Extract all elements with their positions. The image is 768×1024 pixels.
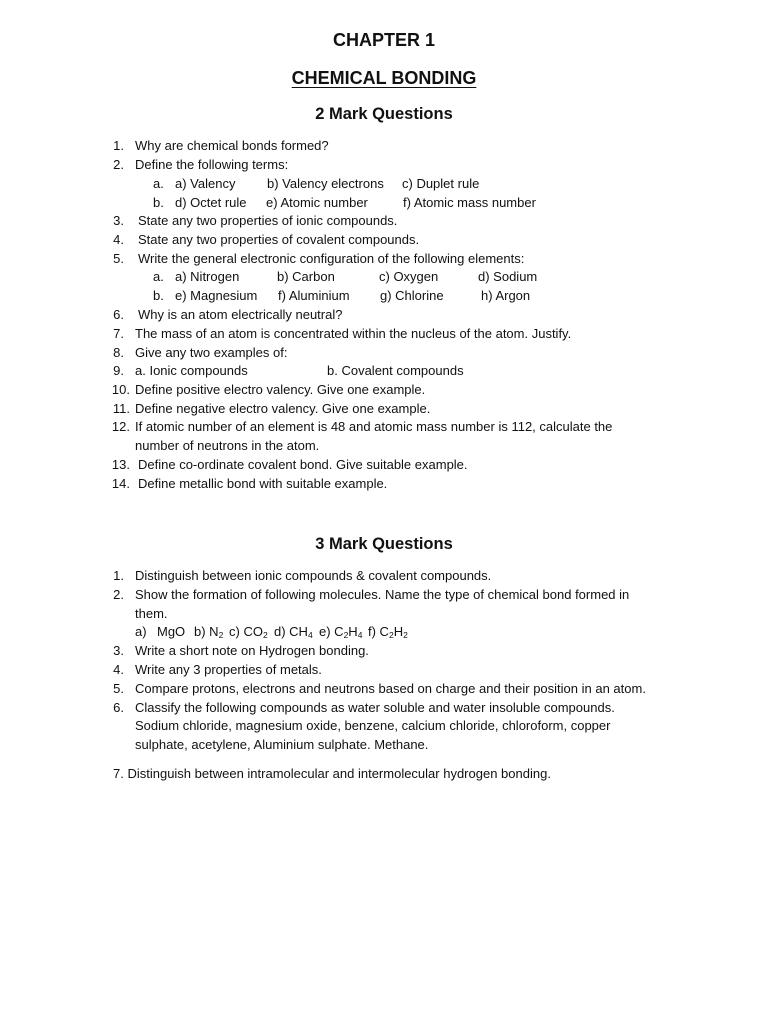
molecule-ch4: d) $CH_4$ — [274, 624, 313, 640]
section-heading-2-mark: 2 Mark Questions — [315, 105, 453, 123]
document-page: CHAPTER 1 CHEMICAL BONDING 2 Mark Questions 1. Why are chemical bonds formed? 2. Define the following terms: a. a) Valency b) Valency electrons c) Duplet rule b. d) Octet rule e) Atomic number f) Atomic mass number 3. State any two properties of ionic compounds. 4. State any two properties of covalent compounds. 5. Write the general electronic configuration of the following elements: a. a) Nitrogen b) Carbon c) Oxygen d) Sodium b. e) Magnesium f) Aluminium g) Chlorine h) Argon 6. Why is an atom electrically neutral? 7. The mass of an atom is concentrated within the nucleus of the atom. Justify. 8. Give any two examples of: 9. a. Ionic compounds b. Covalent compounds 10. Define positive electro valency. Give one example. 11. Define negative electro valency. Give one example. 12. If atomic number of an element is 48 and atomic mass number is 112, calculate the number of neutrons in the atom. 13. Define co-ordinate covalent bond. Give suitable example. 14. Define metallic bond with suitable example. 3 Mark Questions 1. Distinguish between ionic compounds & covalent compounds. 2. Show the formation of following molecules. Name the type of chemical bond formed in them. a) MgO b) $N_2$ c) $CO_2$ d) $CH_4$ e) $C_2H_4$ f) $C_2H_2$ 3. Write a short note on Hydrogen bonding. 4. Write any 3 properties of metals. 5. Compare protons, electrons and neutrons based on charge and their position in an atom. 6. Classify the following compounds as water soluble and water insoluble compounds. Sodium chloride, magnesium oxide, benzene, calcium chloride, chloroform, copper sulphate, acetylene, Aluminium sulphate. Methane. 7. Distinguish between intramolecular and intermolecular hydrogen bonding. — [0, 0, 768, 1024]
molecule-c2h2: f) $C_2H_2$ — [368, 624, 408, 640]
topic-title: CHEMICAL BONDING — [291, 68, 477, 88]
molecule-co2: c) $CO_2$ — [229, 624, 268, 640]
section-heading-3-mark: 3 Mark Questions — [315, 535, 453, 553]
molecule-c2h4: e) $C_2H_4$ — [319, 624, 363, 640]
molecule-n2: b) $N_2$ — [194, 624, 224, 640]
chapter-title: CHAPTER 1 — [332, 30, 435, 50]
